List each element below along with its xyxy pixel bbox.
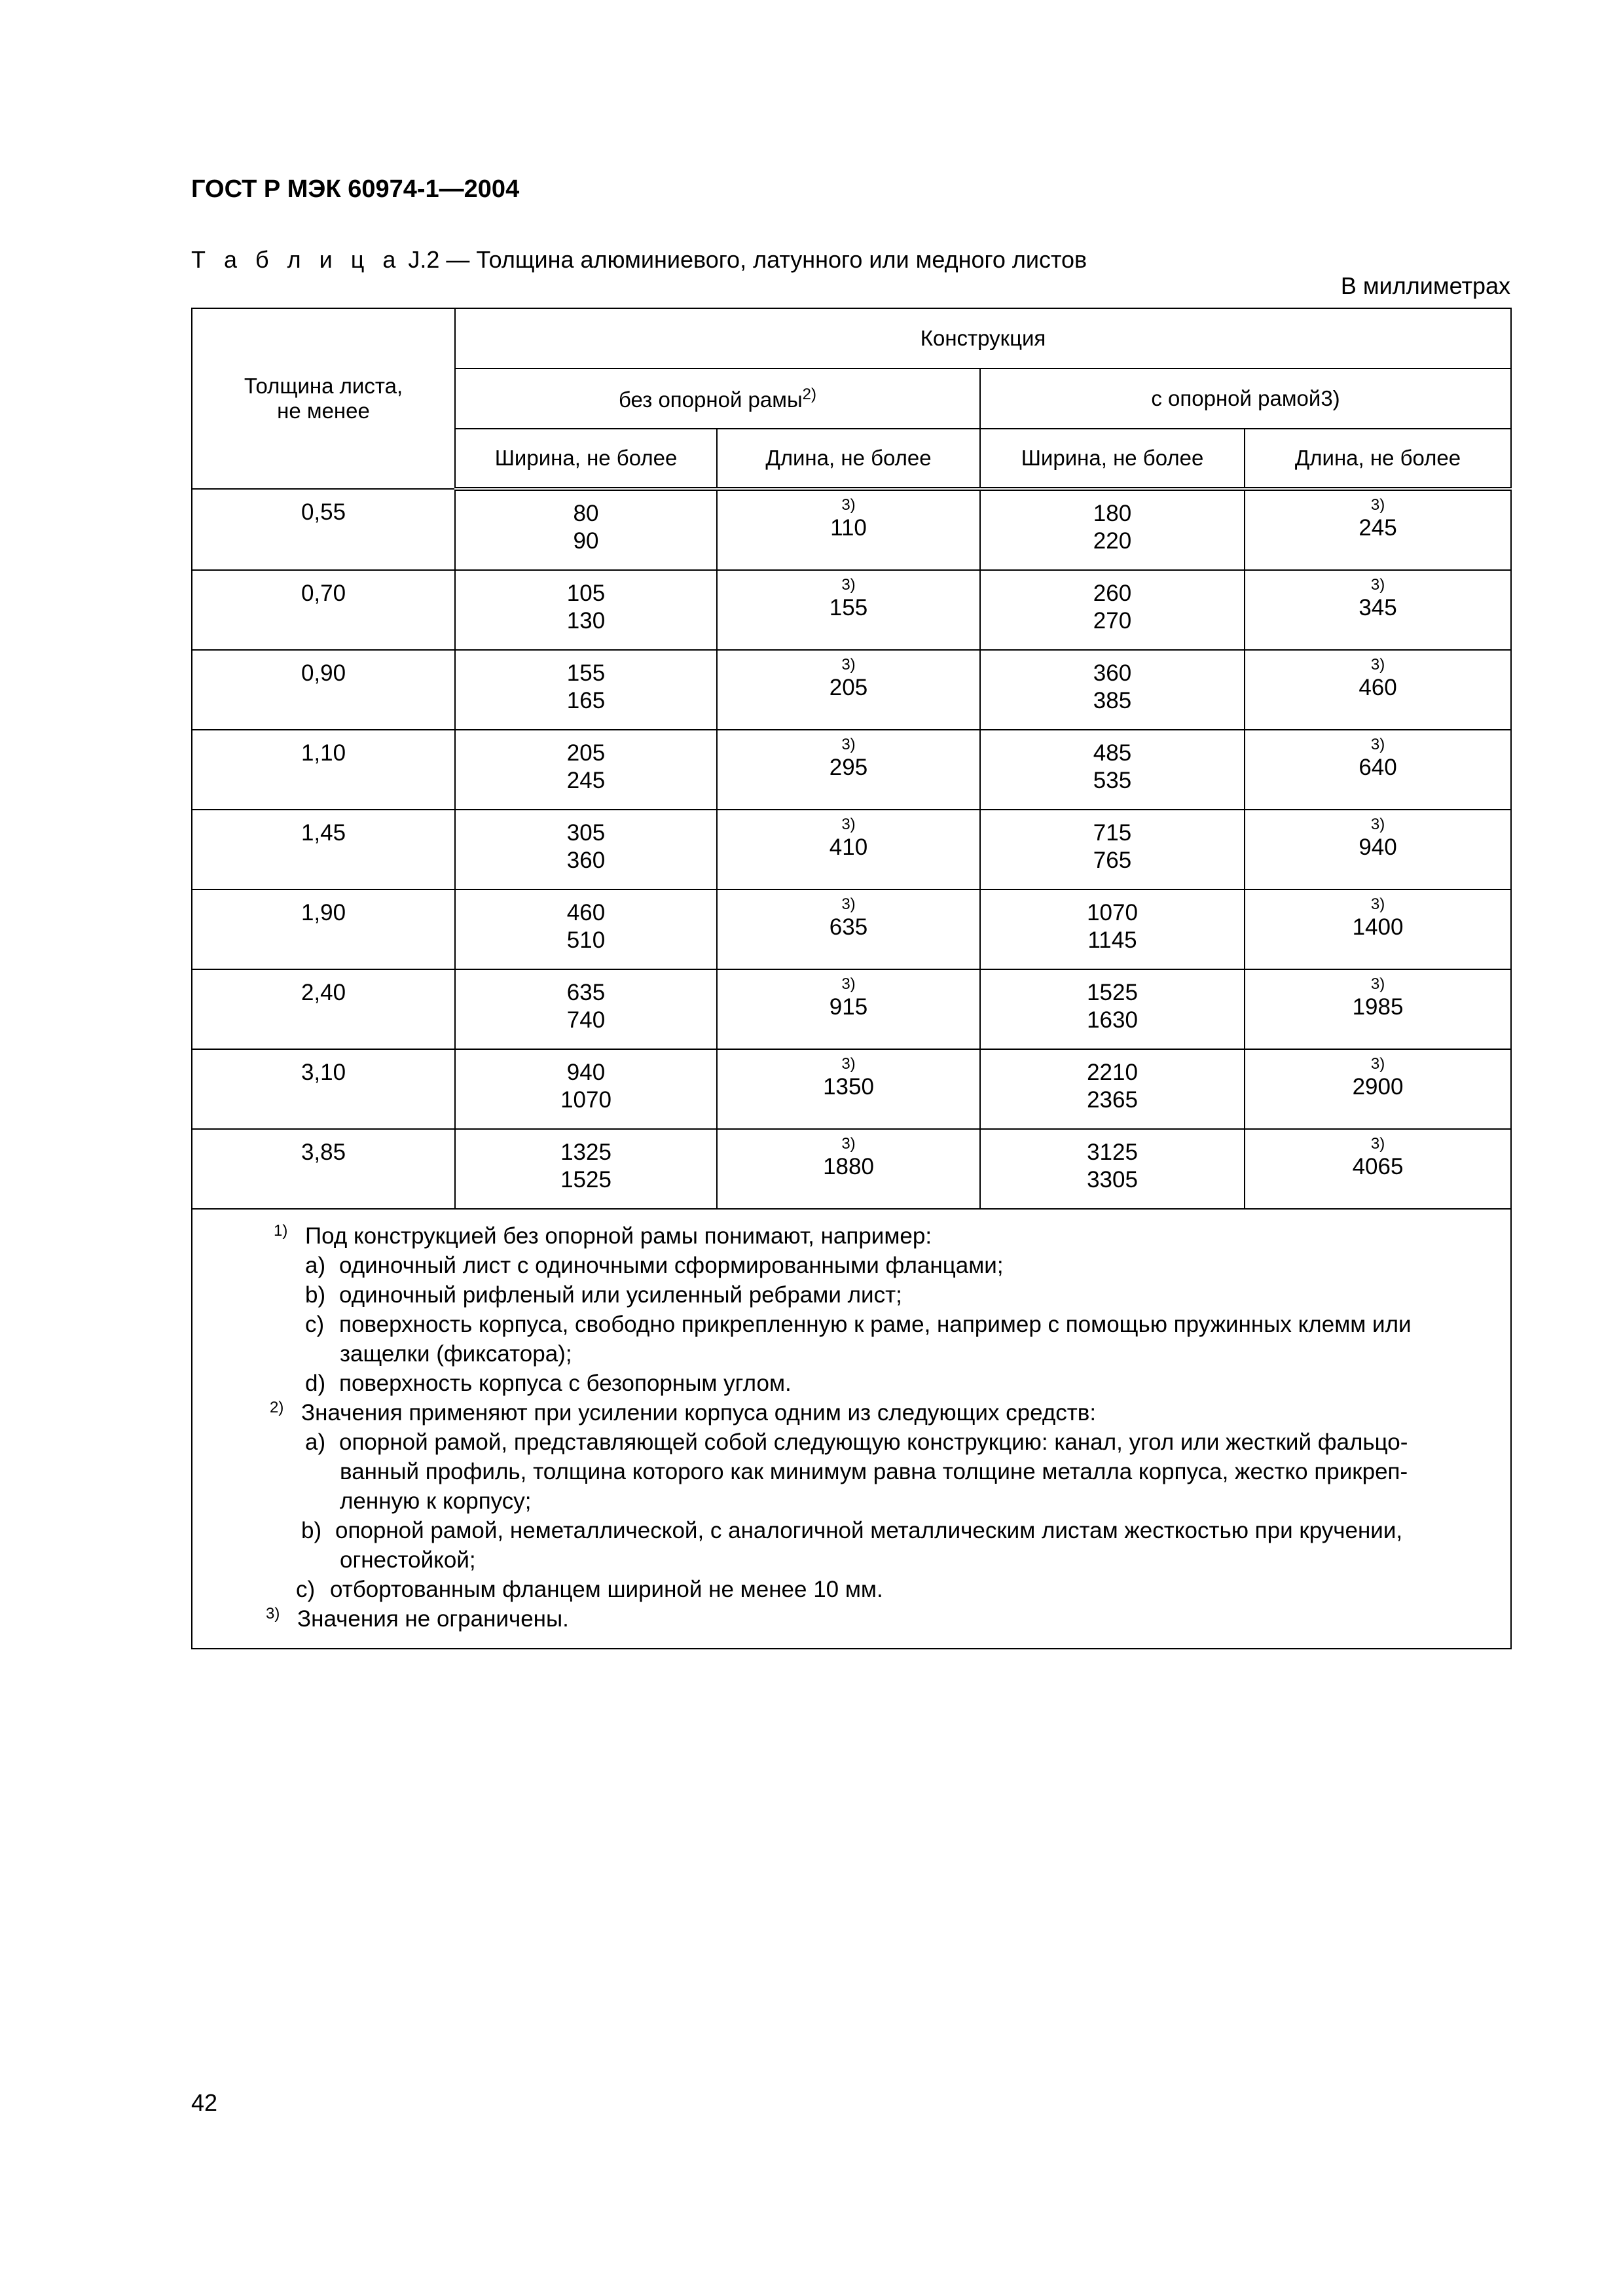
- width-cell: 105 130: [455, 570, 717, 650]
- table-row: [192, 730, 1511, 810]
- thickness-table: [191, 308, 1512, 1649]
- table-row: [192, 1049, 1511, 1129]
- length-cell: 3) 940: [1245, 810, 1511, 889]
- length-cell: 3) 345: [1245, 570, 1511, 650]
- page-number: 42: [191, 2089, 218, 2116]
- footnote-1d: d) поверхность корпуса с безопорным углом.: [305, 1371, 792, 1396]
- length-cell: 3) 915: [717, 969, 980, 1049]
- width-cell: 3125 3305: [980, 1129, 1245, 1209]
- width-cell: 715 765: [980, 810, 1245, 889]
- footnote-3: 3) Значения не ограничены.: [266, 1605, 569, 1632]
- length-cell: 3) 640: [1245, 730, 1511, 810]
- document-id: ГОСТ Р МЭК 60974-1—2004: [191, 175, 520, 203]
- table-row: [192, 889, 1511, 969]
- table-notes-row: [192, 1209, 1511, 1649]
- thickness-header: Толщина листа, не менее: [192, 308, 455, 489]
- width-cell: 305 360: [455, 810, 717, 889]
- length-cell: 3) 2900: [1245, 1049, 1511, 1129]
- width-cell: 1070 1145: [980, 889, 1245, 969]
- width-cell: 635 740: [455, 969, 717, 1049]
- thickness-cell: 1,10: [192, 730, 455, 810]
- footnote-2: 2) Значения применяют при усилении корпуса одним из следующих средств:: [270, 1399, 1097, 1426]
- footnote-2a-cont2: ленную к корпусу;: [340, 1488, 532, 1514]
- width-header-no-frame: Ширина, не более: [455, 429, 717, 489]
- length-cell: 3) 155: [717, 570, 980, 650]
- table-row: [192, 1129, 1511, 1209]
- footnote-1a: a) одиночный лист с одиночными сформированными фланцами;: [305, 1253, 1004, 1278]
- length-cell: 3) 1880: [717, 1129, 980, 1209]
- footnote-2c: c) отбортованным фланцем шириной не менее 10 мм.: [296, 1577, 883, 1602]
- table-title: [191, 246, 1087, 274]
- thickness-cell: 1,45: [192, 810, 455, 889]
- length-cell: 3) 1400: [1245, 889, 1511, 969]
- table-row: [192, 810, 1511, 889]
- width-cell: 1325 1525: [455, 1129, 717, 1209]
- table-row: [192, 969, 1511, 1049]
- with-frame-header: с опорной рамой3): [980, 368, 1511, 429]
- table-row: [192, 489, 1511, 570]
- thickness-cell: 3,10: [192, 1049, 455, 1129]
- width-cell: 1525 1630: [980, 969, 1245, 1049]
- length-cell: 3) 410: [717, 810, 980, 889]
- table-title-text: J.2 — Толщина алюминиевого, латунного или медного листов: [401, 246, 1087, 273]
- length-cell: 3) 245: [1245, 489, 1511, 570]
- length-header-with-frame: Длина, не более: [1245, 429, 1511, 489]
- units-label: В миллиметрах: [1340, 272, 1510, 299]
- table-row: [192, 570, 1511, 650]
- thickness-cell: 0,55: [192, 489, 455, 570]
- width-cell: 2210 2365: [980, 1049, 1245, 1129]
- length-cell: 3) 1350: [717, 1049, 980, 1129]
- construction-header: Конструкция: [455, 308, 1511, 368]
- footnote-2b: b) опорной рамой, неметаллической, с аналогичной металлическим листам жесткостью при кручении,: [301, 1518, 1403, 1543]
- footnote-1b: b) одиночный рифленый или усиленный ребрами лист;: [305, 1282, 902, 1308]
- length-cell: 3) 295: [717, 730, 980, 810]
- width-cell: 460 510: [455, 889, 717, 969]
- length-cell: 3) 635: [717, 889, 980, 969]
- width-cell: 360 385: [980, 650, 1245, 730]
- table-row: [192, 650, 1511, 730]
- footnote-1: 1) Под конструкцией без опорной рамы понимают, например:: [274, 1222, 932, 1249]
- width-cell: 940 1070: [455, 1049, 717, 1129]
- width-cell: 180 220: [980, 489, 1245, 570]
- footnote-2a-cont1: ванный профиль, толщина которого как минимум равна толщине металла корпуса, жестко прикреп-: [340, 1459, 1408, 1484]
- table-notes: [192, 1209, 1511, 1649]
- width-cell: 80 90: [455, 489, 717, 570]
- thickness-cell: 0,90: [192, 650, 455, 730]
- length-cell: 3) 4065: [1245, 1129, 1511, 1209]
- length-cell: 3) 110: [717, 489, 980, 570]
- table-title-prefix: Т а б л и ц а: [191, 246, 402, 273]
- length-cell: 3) 1985: [1245, 969, 1511, 1049]
- width-header-with-frame: Ширина, не более: [980, 429, 1245, 489]
- thickness-cell: 2,40: [192, 969, 455, 1049]
- footnote-1c: c) поверхность корпуса, свободно прикрепленную к раме, например с помощью пружинных клемм или: [305, 1312, 1412, 1337]
- length-cell: 3) 205: [717, 650, 980, 730]
- thickness-cell: 0,70: [192, 570, 455, 650]
- thickness-cell: 3,85: [192, 1129, 455, 1209]
- footnote-2b-cont: огнестойкой;: [340, 1547, 476, 1573]
- length-header-no-frame: Длина, не более: [717, 429, 980, 489]
- thickness-cell: 1,90: [192, 889, 455, 969]
- width-cell: 155 165: [455, 650, 717, 730]
- length-cell: 3) 460: [1245, 650, 1511, 730]
- no-frame-header: без опорной рамы$^{2)}$: [455, 368, 980, 429]
- footnote-1c-cont: защелки (фиксатора);: [340, 1341, 572, 1367]
- footnote-2a: a) опорной рамой, представляющей собой следующую конструкцию: канал, угол или жесткий фальцо-: [305, 1429, 1408, 1455]
- width-cell: 260 270: [980, 570, 1245, 650]
- width-cell: 485 535: [980, 730, 1245, 810]
- width-cell: 205 245: [455, 730, 717, 810]
